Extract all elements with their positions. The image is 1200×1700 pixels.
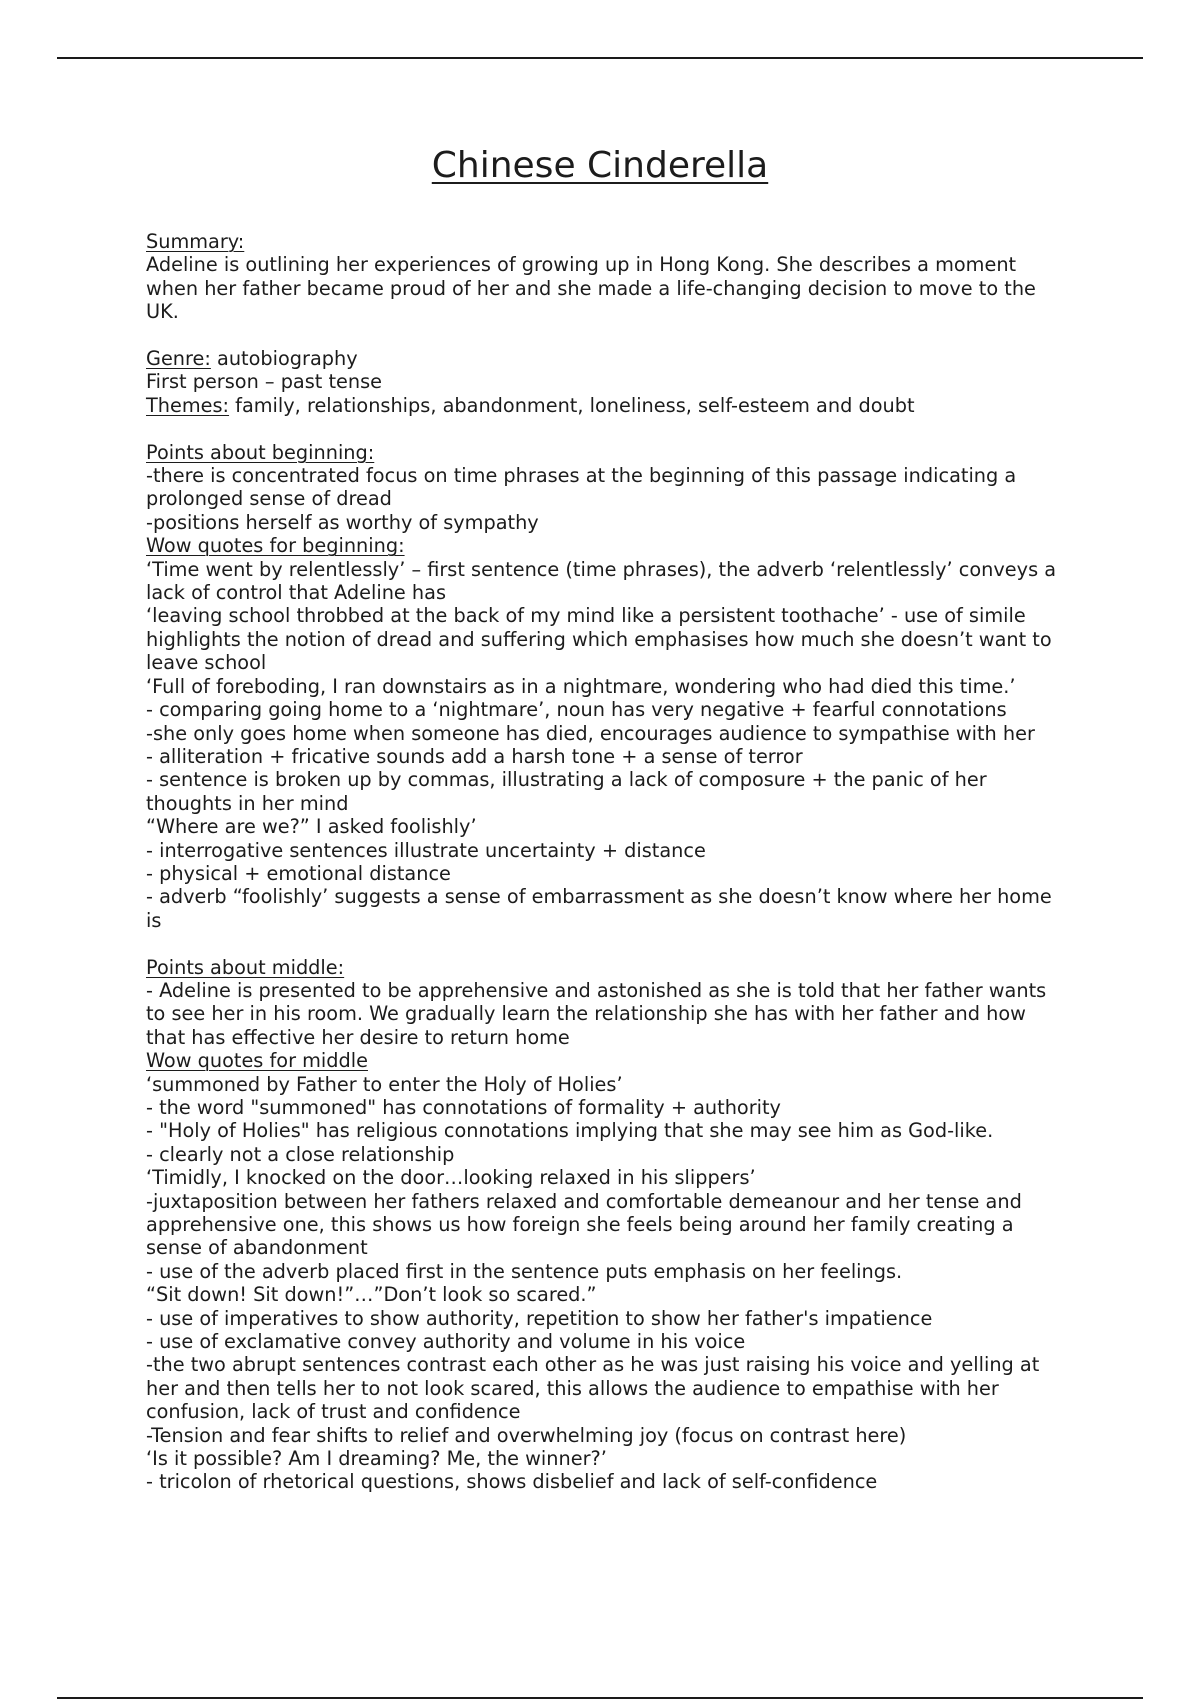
list-item: -she only goes home when someone has died, encourages audience to sympathise with her <box>146 721 1035 745</box>
summary-text: Adeline is outlining her experiences of growing up in Hong Kong. She describes a moment when her father became proud of her and she made a life-changing decision to move to the UK. <box>146 253 1036 324</box>
list-item: - clearly not a close relationship <box>146 1142 455 1166</box>
list-item: ‘Is it possible? Am I dreaming? Me, the winner?’ <box>146 1447 607 1471</box>
genre-line: Genre: autobiography <box>146 347 358 371</box>
list-item: ‘Time went by relentlessly’ – first sentence (time phrases), the adverb ‘relentlessly’ conveys a lack of control that Adeline has <box>146 557 1057 605</box>
list-item: ‘Full of foreboding, I ran downstairs as in a nightmare, wondering who had died this time.’ <box>146 674 1016 698</box>
spacer <box>146 417 1066 440</box>
top-rule <box>57 57 1143 59</box>
list-item: “Where are we?” I asked foolishly’ <box>146 815 477 839</box>
spacer <box>146 324 1066 347</box>
list-item: - comparing going home to a ‘nightmare’, noun has very negative + fearful connotations <box>146 698 1007 722</box>
list-item: ‘Timidly, I knocked on the door…looking relaxed in his slippers’ <box>146 1166 756 1190</box>
middle-quotes-heading: Wow quotes for middle <box>146 1049 368 1073</box>
list-item: - use of exclamative convey authority and volume in his voice <box>146 1330 746 1354</box>
list-item: ‘leaving school throbbed at the back of my mind like a persistent toothache’ - use of simile highlights the notion of dread and suffering which emphasises how much she doesn’t want to leave school <box>146 604 1052 675</box>
list-item: - sentence is broken up by commas, illustrating a lack of composure + the panic of her thoughts in her mind <box>146 768 987 815</box>
beginning-quotes-heading: Wow quotes for beginning: <box>146 534 405 558</box>
list-item: -there is concentrated focus on time phrases at the beginning of this passage indicating a prolonged sense of dread <box>146 464 1017 511</box>
spacer <box>146 932 1066 955</box>
list-item: -positions herself as worthy of sympathy <box>146 510 539 534</box>
list-item: - tricolon of rhetorical questions, shows disbelief and lack of self-confidence <box>146 1470 878 1494</box>
summary-heading: Summary: <box>146 230 245 253</box>
document-title: Chinese Cinderella <box>431 145 769 186</box>
themes-line: Themes: family, relationships, abandonment, loneliness, self-esteem and doubt <box>146 393 915 417</box>
list-item: -juxtaposition between her fathers relaxed and comfortable demeanour and her tense and apprehensive one, this shows us how foreign she feels being around her family creating a sense of abandonment <box>146 1189 1022 1260</box>
list-item: -the two abrupt sentences contrast each other as he was just raising his voice and yelling at her and then tells her to not look scared, this allows the audience to empathise with her confusion, lack of trust and confidence <box>146 1353 1040 1424</box>
middle-points-heading: Points about middle: <box>146 955 345 979</box>
document-body <box>146 230 1066 1494</box>
beginning-points-heading: Points about beginning: <box>146 440 375 464</box>
list-item: - use of the adverb placed first in the sentence puts emphasis on her feelings. <box>146 1259 903 1283</box>
list-item: - use of imperatives to show authority, repetition to show her father's impatience <box>146 1306 933 1330</box>
perspective-line: First person – past tense <box>146 370 383 394</box>
list-item: -Tension and fear shifts to relief and overwhelming joy (focus on contrast here) <box>146 1423 907 1447</box>
list-item: - adverb “foolishly’ suggests a sense of embarrassment as she doesn’t know where her home is <box>146 885 1052 932</box>
list-item: - physical + emotional distance <box>146 861 451 885</box>
list-item: ‘summoned by Father to enter the Holy of Holies’ <box>146 1072 623 1096</box>
list-item: - alliteration + fricative sounds add a harsh tone + a sense of terror <box>146 744 803 768</box>
list-item: - the word "summoned" has connotations of formality + authority <box>146 1095 781 1119</box>
list-item: “Sit down! Sit down!”…”Don’t look so scared.” <box>146 1283 597 1307</box>
list-item: - Adeline is presented to be apprehensive and astonished as she is told that her father wants to see her in his room. We gradually learn the relationship she has with her father and how that has effective her desire to return home <box>146 978 1047 1049</box>
list-item: - "Holy of Holies" has religious connotations implying that she may see him as God-like. <box>146 1119 994 1143</box>
bottom-rule <box>57 1697 1143 1699</box>
list-item: - interrogative sentences illustrate uncertainty + distance <box>146 838 706 862</box>
